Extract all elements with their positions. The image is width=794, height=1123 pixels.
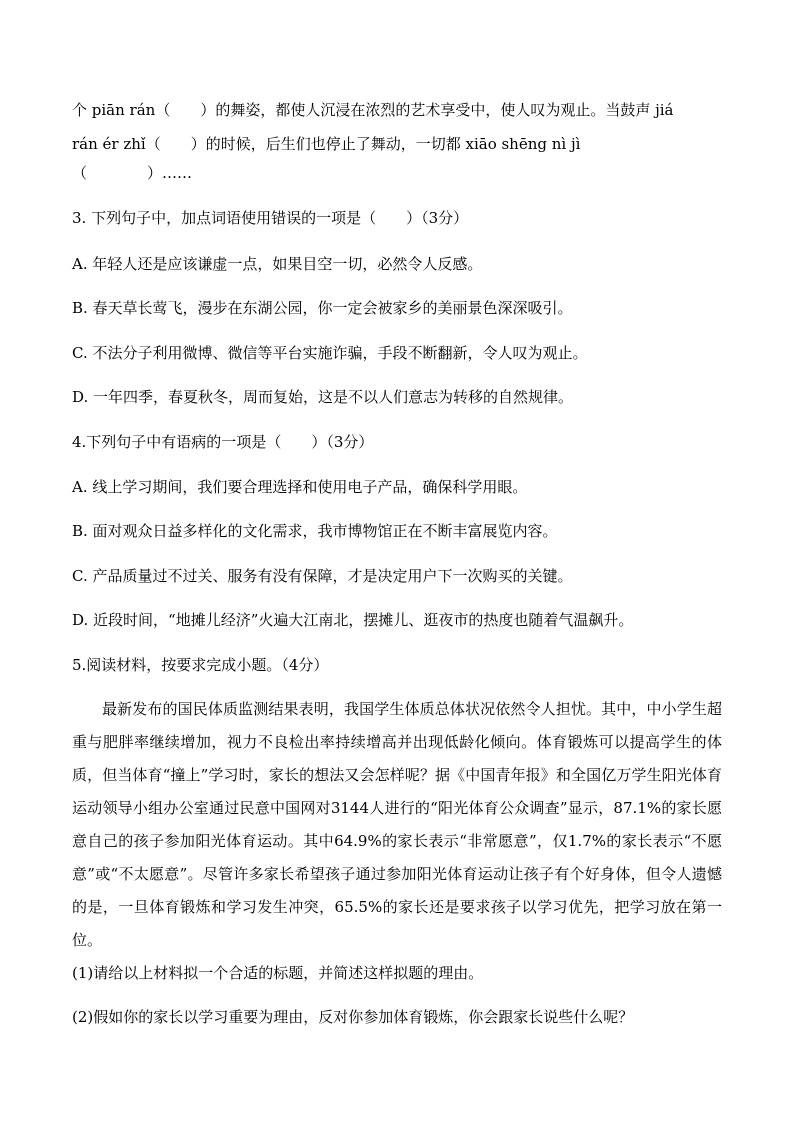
intro-line-2: rán ér zhǐ（ ）的时候，后生们也停止了舞动，一切都 xiāo shēng nì jì [72,135,581,153]
question-3-option-c: C. 不法分子利用微博、微信等平台实施诈骗，手段不断翻新，令人叹为观止。 [72,344,588,362]
question-4-option-a: A. 线上学习期间，我们要合理选择和使用电子产品，确保科学用眼。 [72,478,528,496]
question-3-stem: 3. 下列句子中，加点词语使用错误的一项是（ ）（3分） [72,209,469,227]
question-4-option-b: B. 面对观众日益多样化的文化需求，我市博物馆正在不断丰富展览内容。 [72,522,558,540]
intro-line-3: （ ）…… [72,164,193,182]
question-4-option-c: C. 产品质量过不过关、服务有没有保障，才是决定用户下一次购买的关键。 [72,567,573,585]
question-5-sub-2: (2)假如你的家长以学习重要为理由，反对你参加体育锻炼，你会跟家长说些什么呢？ [72,1008,634,1026]
question-5-sub-1: (1)请给以上材料拟一个合适的标题，并简述这样拟题的理由。 [72,964,484,982]
question-3-option-b: B. 春天草长莺飞，漫步在东湖公园，你一定会被家乡的美丽景色深深吸引。 [72,299,573,317]
question-5-stem: 5.阅读材料，按要求完成小题。（4分） [72,656,329,674]
question-4-stem: 4.下列句子中有语病的一项是（ ）（3分） [72,433,374,451]
question-4-option-d: D. 近段时间，“地摊儿经济”火遍大江南北，摆摊儿、逛夜市的热度也随着气温飙升。 [72,611,634,629]
question-3-option-d: D. 一年四季，春夏秋冬，周而复始，这是不以人们意志为转移的自然规律。 [72,388,574,406]
intro-line-1: 个 piān rán（ ）的舞姿，都使人沉浸在浓烈的艺术享受中，使人叹为观止。当鼓声 jiá [72,101,674,119]
question-5-passage: 最新发布的国民体质监测结果表明，我国学生体质总体状况依然令人担忧。其中，中小学生超重与肥胖率继续增加，视力不良检出率持续增高并出现低龄化倾向。体育锻炼可以提高学生的体质，但当体育“撞上”学习时，家长的想法又会怎样呢？据《中国青年报》和全国亿万学生阳光体育运动领导小组办公室通过民意中国网对3144人进行的“阳光体育公众调查”显示，87.1%的家长愿意自己的孩子参加阳光体育运动。其中64.9%的家长表示“非常愿意”，仅1.7%的家长表示“不愿意”或“不太愿意”。尽管许多家长希望孩子通过参加阳光体育运动让孩子有个好身体，但令人遗憾的是，一旦体育锻炼和学习发生冲突，65.5%的家长还是要求孩子以学习优先，把学习放在第一位。 [72,700,722,949]
question-3-option-a: A. 年轻人还是应该谦虚一点，如果目空一切，必然令人反感。 [72,255,483,273]
